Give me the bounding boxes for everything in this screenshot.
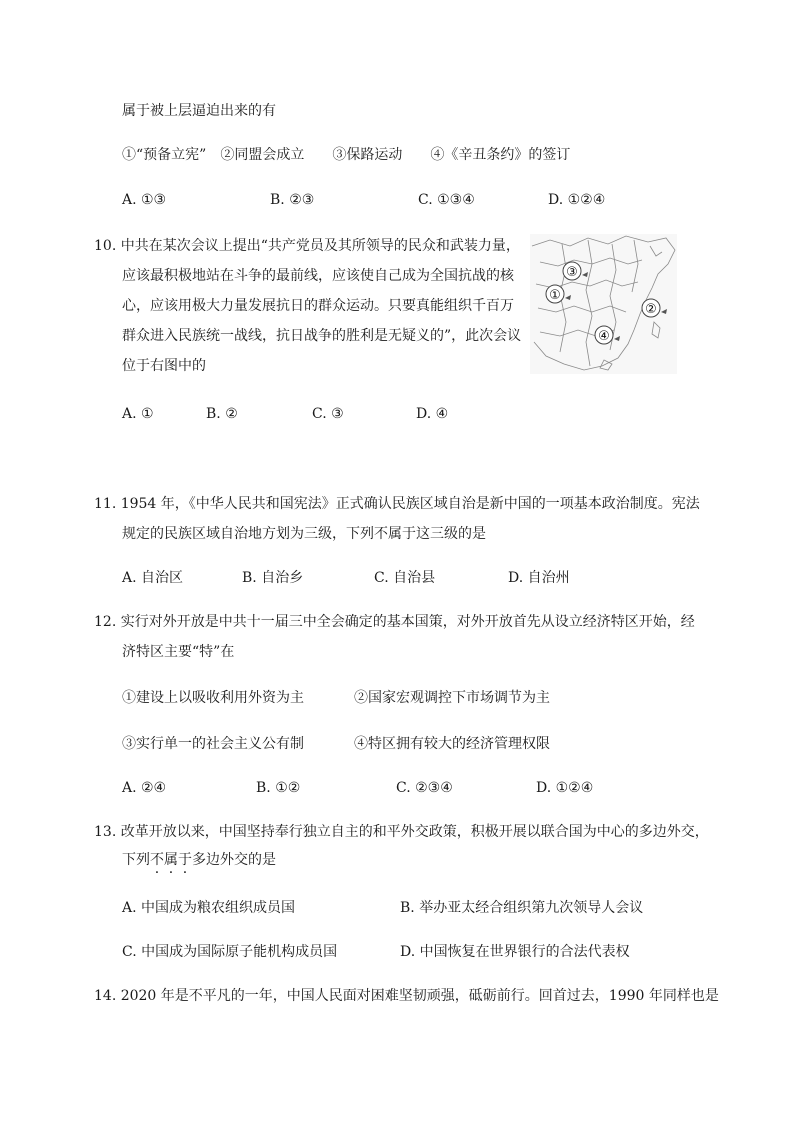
q10-option-b: B. ② [206,406,238,422]
q11-stem-line: 11. 1954 年，《中华人民共和国宪法》正式确认民族区域自治是新中国的一项基本政治制度。宪法 [94,496,700,512]
q12-option-b: B. ①② [256,780,301,796]
q13-stem-line-2 [122,850,276,870]
q9-stem-continuation: 属于被上层逼迫出来的有 [122,103,276,119]
q9-items: ①“预备立宪” ②同盟会成立 ③保路运动 ④《辛丑条约》的签订 [122,147,571,163]
q13-option-b: B. 举办亚太经合组织第九次领导人会议 [400,900,644,916]
q12-option-c: C. ②③④ [396,780,453,796]
q12-option-d: D. ①②④ [536,780,594,796]
q10-option-c: C. ③ [312,406,344,422]
q11-option-d: D. 自治州 [508,570,570,586]
q10-stem-line: 应该最积极地站在斗争的最前线，应该使自己成为全国抗战的核 [122,268,514,284]
q10-stem-line: 位于右图中的 [122,358,206,374]
emphasis-char: 于 [178,852,192,868]
q12-stem-line: 12. 实行对外开放是中共十一届三中全会确定的基本国策，对外开放首先从设立经济特区开始，经 [94,614,695,630]
q10-option-a: A. ① [122,406,154,422]
map-marker-2: ② [645,302,657,317]
map-marker-4: ④ [598,329,610,344]
q13-option-d: D. 中国恢复在世界银行的合法代表权 [400,944,630,960]
q12-item-4: ④特区拥有较大的经济管理权限 [354,736,550,752]
q11-option-a: A. 自治区 [122,570,184,586]
q13-option-c: C. 中国成为国际原子能机构成员国 [122,944,338,960]
china-map-image [530,234,677,374]
q9-option-a: A. ①③ [122,192,167,208]
emphasis-char: 不 [150,852,164,868]
q12-stem-line: 济特区主要“特”在 [122,644,235,660]
q9-option-b: B. ②③ [270,192,315,208]
q10-option-d: D. ④ [416,406,449,422]
q12-item-3: ③实行单一的社会主义公有制 [122,736,304,752]
q11-stem-line: 规定的民族区域自治地方划为三级，下列不属于这三级的是 [122,526,486,542]
q10-stem-line: 10. 中共在某次会议上提出“共产党员及其所领导的民众和武装力量， [94,238,520,254]
q9-option-c: C. ①③④ [418,192,475,208]
q13-stem-line: 13. 改革开放以来，中国坚持奉行独立自主的和平外交政策，积极开展以联合国为中心的多边外交， [94,824,709,840]
q10-stem-line: 心，应该用极大力量发展抗日的群众运动。只要真能组织千百万 [122,298,514,314]
q10-stem-line: 群众进入民族统一战线，抗日战争的胜利是无疑义的”，此次会议 [122,328,522,344]
q12-item-1: ①建设上以吸收利用外资为主 [122,690,304,706]
q11-option-b: B. 自治乡 [242,570,304,586]
emphasis-char: 属 [164,852,178,868]
q13-option-a: A. 中国成为粮农组织成员国 [122,900,296,916]
map-marker-1: ① [549,288,561,303]
q12-item-2: ②国家宏观调控下市场调节为主 [354,690,550,706]
q11-option-c: C. 自治县 [374,570,436,586]
q14-stem-line: 14. 2020 年是不平凡的一年，中国人民面对困难坚韧顽强，砥砺前行。回首过去，1990 年同样也是 [94,988,719,1004]
q13-text-post: 多边外交的是 [192,852,276,868]
q12-option-a: A. ②④ [122,780,167,796]
q13-text-pre: 下列 [122,852,150,868]
q9-option-d: D. ①②④ [548,192,606,208]
map-marker-3: ③ [566,265,578,280]
